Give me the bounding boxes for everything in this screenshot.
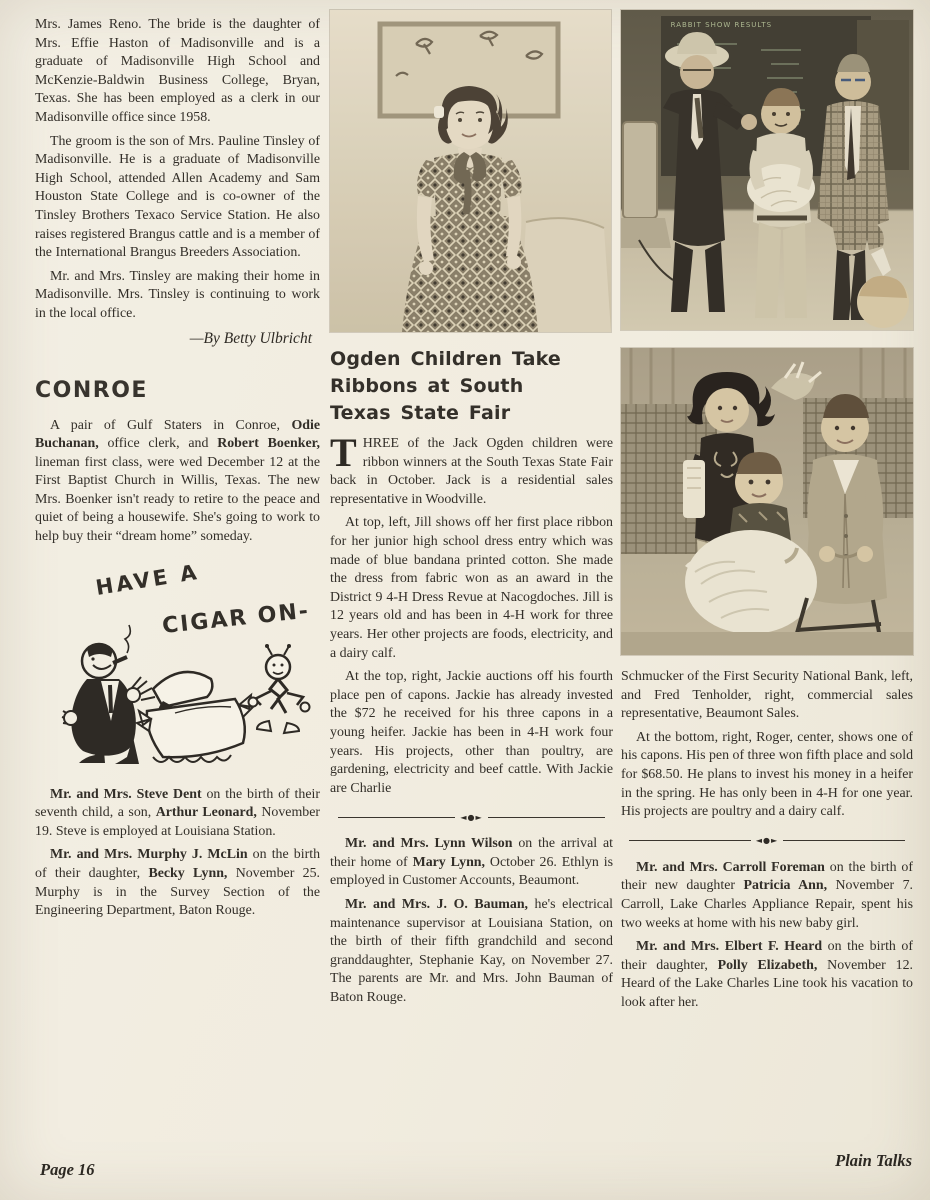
- drop-cap: T: [330, 430, 357, 475]
- birth-announcement: Mr. and Mrs. Steve Dent on the birth of their seventh child, a son, Arthur Leonard, November 19. Steve is employed at Louisiana Station.: [35, 786, 320, 839]
- announcement: Mr. and Mrs. J. O. Bauman, he's electrical maintenance supervisor at Louisiana Station, on the birth of their fifth grandchild and second granddaughter, Stephanie Kay, on November 27. The parents are Mr. and Mrs. John Bauman of Baton Rouge.: [330, 897, 614, 1006]
- cartoon-mascot: [249, 644, 310, 733]
- photo-family-capon: [621, 348, 913, 655]
- wedding-paragraph-3: Mr. and Mrs. Tinsley are making their home in Madisonville. Mrs. Tinsley is continuing to work in the local office.: [35, 268, 320, 321]
- page-number: Page 16: [40, 1160, 95, 1179]
- article-continuation-paragraph: Schmucker of the First Security National Bank, left, and Fred Tenholder, right, commercial sales representative, Beaumont Sales.: [621, 669, 913, 722]
- divider-ornament-icon: ◄●►: [460, 812, 483, 822]
- divider-rule: [783, 840, 905, 841]
- cartoon-bassinet: [137, 672, 253, 762]
- wedding-paragraph-2: The groom is the son of Mrs. Pauline Tinsley of Madisonville. He is a graduate of Madisonville High School, attended Allen Academy and Sam Houston State College and is co-owner of the Tinsley Brothers Texaco Service Station. He also raises registered Brangus cattle and is a member of the International Brangus Breeders Association.: [35, 133, 320, 261]
- byline: —By Betty Ulbricht: [189, 329, 312, 347]
- divider-rule: [629, 840, 751, 841]
- conroe-heading: CONROE: [35, 377, 148, 403]
- photo-capon-auction: [621, 10, 913, 330]
- article-heading: [330, 346, 613, 427]
- rabbit-show-sign: RABBIT SHOW RESULTS: [670, 21, 773, 30]
- conroe-paragraph: A pair of Gulf Staters in Conroe, Odie Buchanan, office clerk, and Robert Boenker, lineman first class, were wed December 12 at the First Baptist Church in Willis, Texas. The new Mrs. Boenker isn't ready to retire to the peace and quiet of being a housewife. She's going to work to help buy their “dream home” someday.: [35, 417, 320, 545]
- cartoon-cigar: [35, 561, 320, 774]
- article-heading-line: Ribbons at South: [330, 375, 524, 397]
- birth-announcement: Mr. and Mrs. Murphy J. McLin on the birth of their daughter, Becky Lynn, November 25. Murphy is in the Survey Section of the Engineering Department, Baton Rouge.: [35, 847, 321, 919]
- article-lead-paragraph: [330, 430, 613, 509]
- photo-jill-dress: [330, 10, 611, 332]
- wedding-paragraph-1: Mrs. James Reno. The bride is the daughter of Mrs. Effie Haston of Madisonville and is a graduate of Madisonville High School and McKenzie-Baldwin Business College, Bryan, Texas. She has been employed as a clerk in our Madisonville office since 1958.: [35, 17, 320, 125]
- article-heading-line: Ogden Children Take: [330, 348, 562, 370]
- article-continuation-paragraph: At the bottom, right, Roger, center, shows one of his capons. His pen of three won fifth place and sold for $68.50. He plans to invest his money in a heifer in the spring. He has only been in 4-H for one year. His projects are poultry and a dairy calf.: [621, 729, 914, 820]
- section-divider: [338, 811, 605, 823]
- announcement: Mr. and Mrs. Lynn Wilson on the arrival at their home of Mary Lynn, October 26. Ethlyn is employed in Customer Accounts, Beaumont.: [330, 836, 613, 889]
- cartoon-caption-line1: HAVE A: [94, 560, 202, 600]
- cartoon-cigar-drawing: [35, 561, 320, 769]
- section-divider: [629, 835, 905, 847]
- publication-name: Plain Talks: [835, 1151, 912, 1170]
- middle-column: [330, 10, 613, 1013]
- right-column: [621, 10, 913, 1018]
- article-lead-text: HREE of the Jack Ogden children were ribbon winners at the South Texas State Fair back in October. Jack is a residential sales representative in Woodville.: [330, 436, 613, 507]
- announcement: Mr. and Mrs. Carroll Foreman on the birth of their new daughter Patricia Ann, November 7. Carroll, Lake Charles Appliance Repair, spent his two weeks at home with his new baby girl.: [621, 859, 914, 931]
- cartoon-father: [62, 625, 155, 764]
- divider-rule: [338, 817, 455, 818]
- left-column: [35, 16, 320, 926]
- article-heading-line: Texas State Fair: [330, 402, 511, 424]
- announcement: Mr. and Mrs. Elbert F. Heard on the birth of their daughter, Polly Elizabeth, November 12. Heard of the Lake Charles Line took his vacation to look after her.: [621, 939, 913, 1010]
- cartoon-caption-line2: CIGAR ON-: [161, 598, 312, 639]
- article-paragraph: At top, left, Jill shows off her first place ribbon for her junior high school dress entry which was made of blue bandana printed cotton. She made the dress from fabric won as an award in the District 9 4-H Dress Revue at Nacogdoches. Jill is 12 years old and has been in 4-H work for three years. Her other projects are foods, electricity, and a dairy calf.: [330, 515, 613, 661]
- divider-ornament-icon: ◄●►: [755, 836, 779, 846]
- divider-rule: [488, 817, 605, 818]
- article-paragraph: At the top, right, Jackie auctions off his fourth place pen of capons. Jackie has already invested the $72 he received for his three capons in a young heifer. Jackie has been in 4-H work four years. His projects, other than poultry, are gardening, electricity and beef cattle. With Jackie are Charlie: [330, 669, 613, 796]
